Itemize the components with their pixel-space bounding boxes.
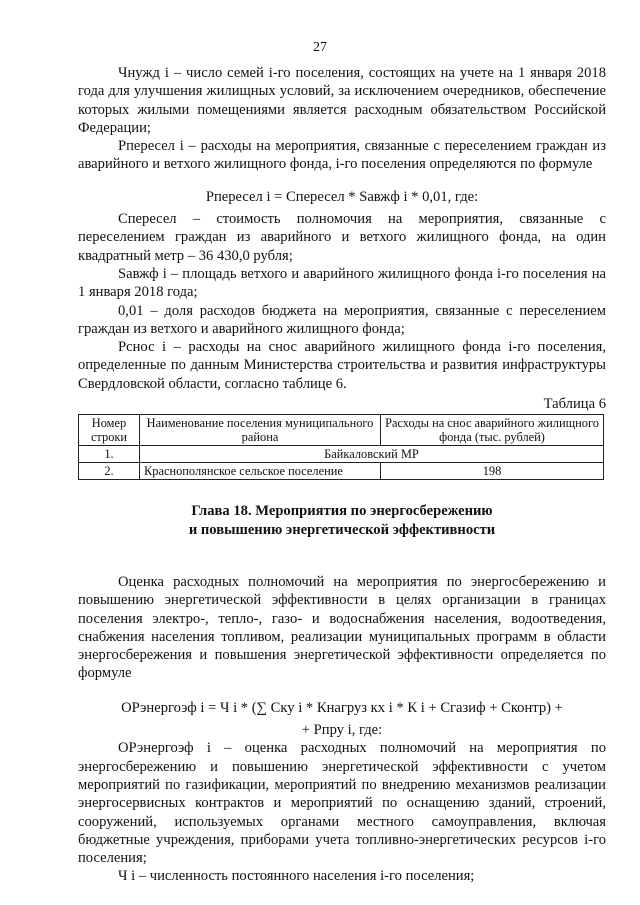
row-num: 2.: [79, 463, 140, 480]
row-name: Краснополянское сельское поселение: [140, 463, 381, 480]
row-cost: 198: [381, 463, 604, 480]
table-caption: Таблица 6: [543, 396, 606, 413]
header-num: Номер строки: [79, 415, 140, 446]
page-number: 27: [313, 40, 327, 55]
table-6: [78, 414, 604, 480]
paragraph-energy-assessment: Оценка расходных полномочий на мероприятия по энергосбережению и повышению энергетической эффективности в целях организации в границах поселения электро-, тепло-, газо- и водоснабжения населения, водоотведения, снабжения населения топливом, реализации муниципальных программ в области энергосбережения и повышения энергетической эффективности определяется по формуле: [78, 573, 606, 682]
table-header-row: [79, 415, 604, 446]
paragraph-population: Ч i – численность постоянного населения i-го поселения;: [118, 868, 475, 885]
paragraph-savzhf: Sавжф i – площадь ветхого и аварийного жилищного фонда i-го поселения на 1 января 2018 года;: [78, 265, 606, 301]
chapter-title-line2: и повышению энергетической эффективности: [188, 521, 496, 538]
paragraph-chnuzhd: Чнужд i – число семей i-го поселения, состоящих на учете на 1 января 2018 года для улучшения жилищных условий, за исключением очередников, обеспечение которых жилыми помещениями является расходным обязательством Российской Федерации;: [78, 65, 606, 136]
row-district: Байкаловский МР: [140, 446, 604, 463]
table-row: [79, 446, 604, 463]
formula-rpereseel: Рпересел i = Спересел * Sавжф i * 0,01, где:: [205, 188, 479, 205]
paragraph-orenergoeff: ОРэнергоэф i – оценка расходных полномочий на мероприятия по энергосбережению и повышению энергетической эффективности с учетом мероприятий по газификации, мероприятий по внедрению механизмов реализации энергосервисных контрактов и мероприятий по оснащению зданий, строений, сооружений, используемых органами местного самоуправления, включая бюджетные учреждения, приборами учета топливно-энергетических ресурсов i-го поселения;: [78, 740, 606, 867]
paragraph-rsnos: Рснос i – расходы на снос аварийного жилищного фонда i-го поселения, определенные по данным Министерства строительства и развития инфраструктуры Свердловской области, согласно таблице 6.: [78, 339, 606, 392]
row-num: 1.: [79, 446, 140, 463]
page-content: [78, 64, 606, 886]
header-cost: Расходы на снос аварийного жилищного фонда (тыс. рублей): [381, 415, 604, 446]
paragraph-share: 0,01 – доля расходов бюджета на мероприятия, связанные с переселением граждан из ветхого и аварийного жилищного фонда;: [78, 302, 606, 337]
formula-orenergoeff-line1: ОРэнергоэф i = Ч i * (∑ Cку i * Кнагруз кх i * К i + Cгазиф + Cконтр) +: [121, 699, 563, 716]
chapter-heading: [78, 502, 606, 539]
table-row: [79, 463, 604, 480]
chapter-title-line1: Глава 18. Мероприятия по энергосбережению: [191, 503, 493, 520]
header-name: Наименование поселения муниципального района: [140, 415, 381, 446]
formula-orenergoeff-line2: + Рпру i, где:: [301, 722, 383, 739]
paragraph-spereseel: Спересел – стоимость полномочия на мероприятия, связанные с переселением граждан из аварийного и ветхого жилищного фонда, на один квадратный метр – 36 430,0 рубля;: [78, 211, 606, 264]
paragraph-rpereseel: Рпересел i – расходы на мероприятия, связанные с переселением граждан из аварийного и ветхого жилищного фонда, i-го поселения определяются по формуле: [78, 138, 606, 173]
